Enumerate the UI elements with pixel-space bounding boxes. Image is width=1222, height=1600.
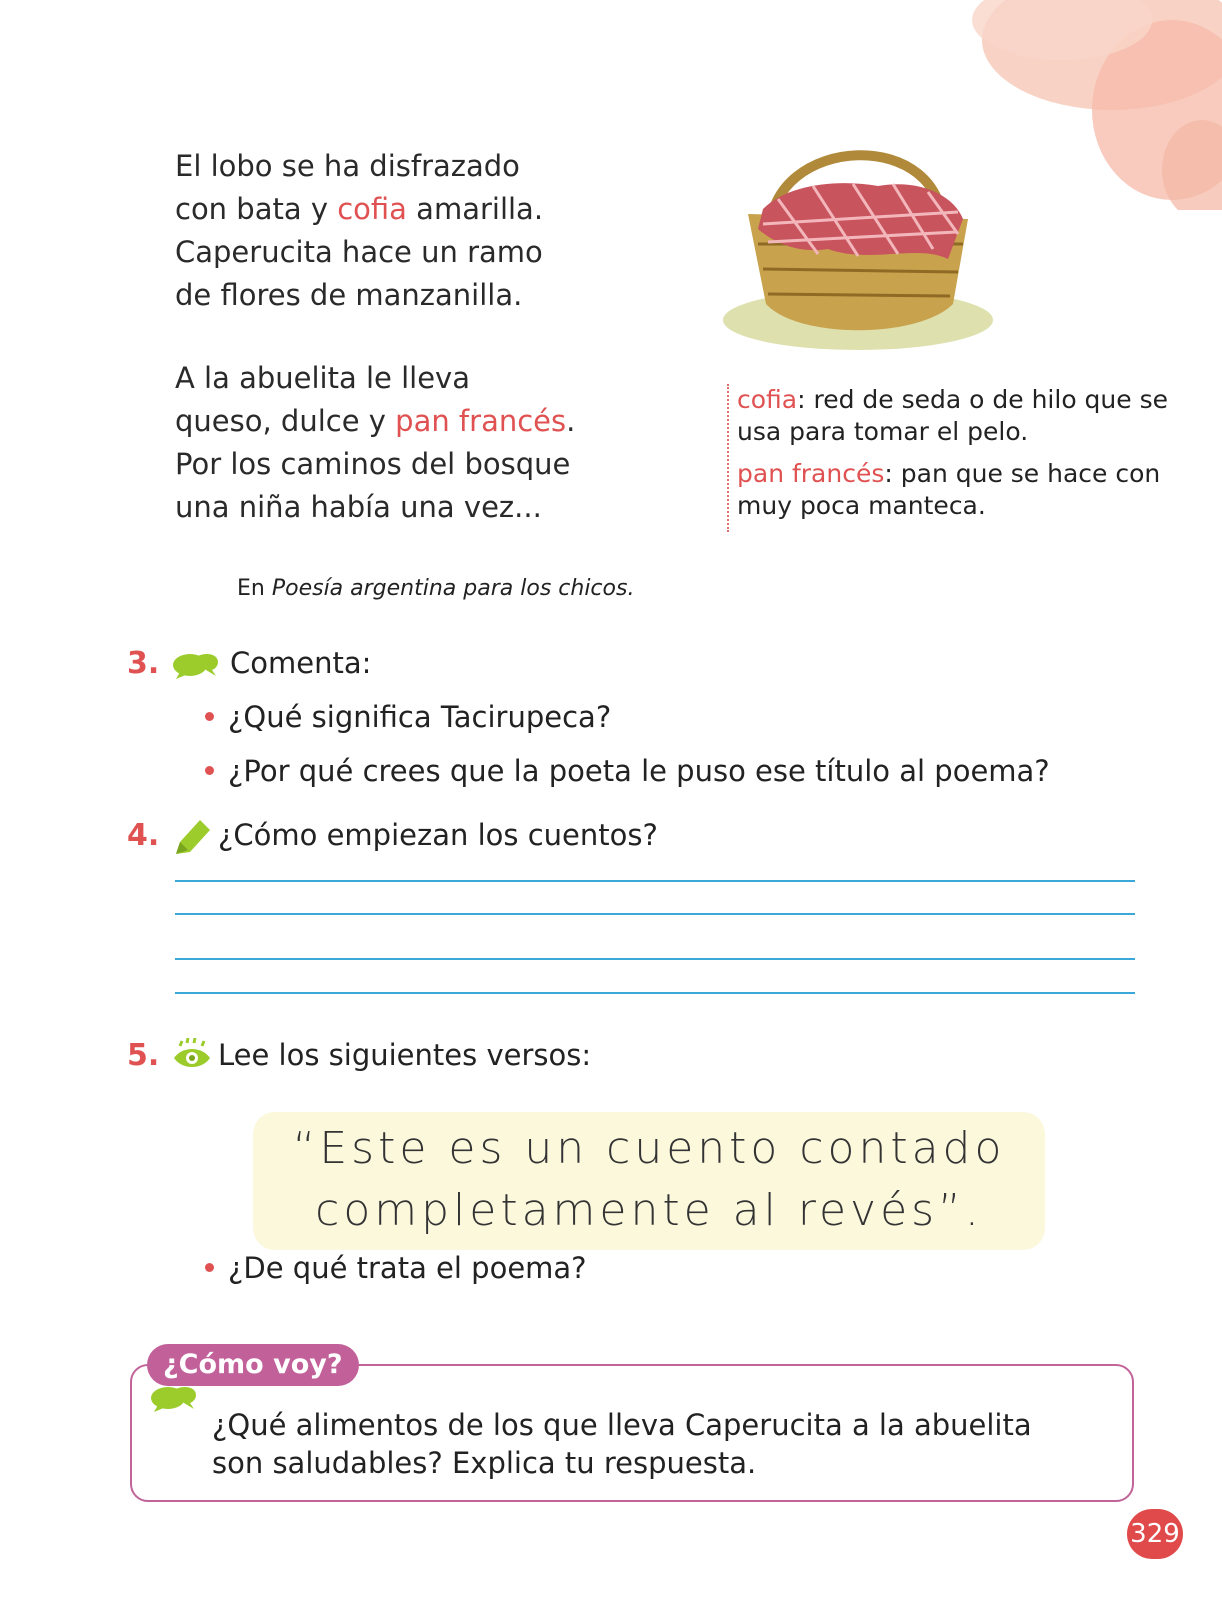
bullet-dot (205, 1263, 214, 1272)
poem-text: amarilla. (406, 192, 544, 226)
glossary-term-highlight: pan francés (395, 404, 567, 438)
poem-line: Por los caminos del bosque (175, 447, 571, 481)
question-bullet (205, 1251, 587, 1285)
glossary-definition: : pan que se hace con muy poca manteca. (737, 459, 1161, 520)
pencil-icon (172, 816, 212, 858)
question-bullet (205, 700, 611, 734)
como-voy-question (212, 1406, 1032, 1482)
question-text: ¿De qué trata el poema? (228, 1251, 587, 1285)
activity-number: 4. (127, 818, 160, 853)
activity-title: ¿Cómo empiezan los cuentos? (218, 818, 658, 852)
poem-text: . (566, 404, 576, 438)
answer-line[interactable] (175, 992, 1135, 994)
como-voy-tag: ¿Cómo voy? (147, 1344, 359, 1386)
poem-line: Caperucita hace un ramo (175, 235, 543, 269)
speech-bubble-icon (172, 650, 220, 680)
glossary (727, 384, 1177, 532)
poem-line: una niña había una vez... (175, 490, 542, 524)
poem-source (237, 576, 634, 601)
poem-stanza-2 (175, 357, 575, 529)
glossary-entry-pan-frances (737, 458, 1177, 522)
poem-line (175, 400, 575, 443)
question-text: ¿Por qué crees que la poeta le puso ese título al poema? (228, 754, 1050, 788)
poem (175, 145, 575, 569)
bullet-dot (205, 766, 214, 775)
glossary-term-highlight: cofia (337, 192, 407, 226)
bullet-dot (205, 712, 214, 721)
speech-bubble-icon (150, 1383, 198, 1413)
basket-illustration (718, 124, 1000, 362)
poem-text: queso, dulce y (175, 404, 396, 438)
activity-number: 5. (127, 1038, 160, 1073)
poem-line: A la abuelita le lleva (175, 361, 470, 395)
activity-number: 3. (127, 646, 160, 681)
glossary-entry-cofia (737, 384, 1177, 448)
question-text: ¿Qué significa Tacirupeca? (228, 700, 612, 734)
question-bullet (205, 754, 1050, 788)
question-line: ¿Qué alimentos de los que lleva Caperucita a la abuelita (212, 1408, 1032, 1442)
quote-line: completamente al revés”. (315, 1185, 983, 1236)
answer-line[interactable] (175, 880, 1135, 882)
poem-line (175, 188, 575, 231)
quote-line: “Este es un cuento contado (292, 1123, 1006, 1174)
eye-icon (172, 1038, 212, 1072)
source-title: Poesía argentina para los chicos. (271, 576, 635, 601)
activity-title: Lee los siguientes versos: (218, 1038, 592, 1072)
source-prefix: En (237, 576, 272, 601)
answer-line[interactable] (175, 913, 1135, 915)
quote-text (253, 1118, 1045, 1242)
poem-line: de flores de manzanilla. (175, 278, 523, 312)
glossary-term: pan francés (737, 459, 885, 488)
poem-text: con bata y (175, 192, 338, 226)
activity-title: Comenta: (230, 646, 372, 680)
glossary-definition: : red de seda o de hilo que se usa para tomar el pelo. (737, 385, 1169, 446)
answer-line[interactable] (175, 958, 1135, 960)
glossary-term: cofia (737, 385, 798, 414)
question-line: son saludables? Explica tu respuesta. (212, 1446, 757, 1480)
page-number: 329 (1127, 1509, 1183, 1559)
poem-line: El lobo se ha disfrazado (175, 149, 520, 183)
poem-stanza-1 (175, 145, 575, 317)
